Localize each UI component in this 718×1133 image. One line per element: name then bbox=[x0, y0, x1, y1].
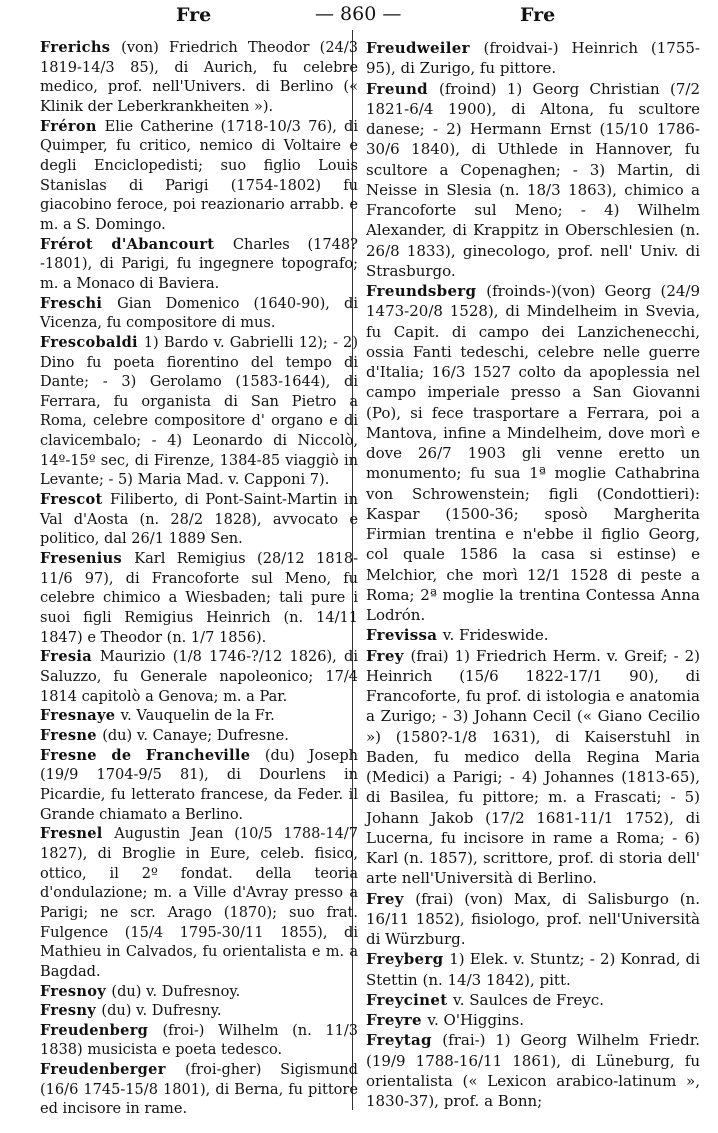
entry-text: v. Frideswide. bbox=[442, 626, 549, 645]
entry-text: (froi-) Wilhelm (n. 11/3 1838) musicista e poeta tedesco. bbox=[40, 1021, 358, 1059]
entry-headword: Fresnaye bbox=[40, 707, 116, 725]
entry-text: v. Saulces de Freyc. bbox=[453, 990, 604, 1009]
dictionary-entry bbox=[366, 949, 700, 990]
entry-headword: Freund bbox=[366, 79, 428, 98]
entry-headword: Fresnel bbox=[40, 825, 103, 843]
dictionary-entry bbox=[40, 647, 358, 706]
entry-headword: Fresia bbox=[40, 648, 92, 666]
entry-headword: Fresny bbox=[40, 1002, 97, 1020]
entry-headword: Fresnoy bbox=[40, 982, 107, 1000]
entry-text: (frai) (von) Max, di Salisburgo (n. 16/11 1852), fisiologo, prof. nell'Università di Würzburg. bbox=[366, 889, 700, 948]
entry-text: (du) Joseph (19/9 1704-9/5 81), di Dourlens in Picardie, fu letterato francese, da Feder. il Grande chiamato a Berlino. bbox=[40, 746, 358, 823]
right-column bbox=[366, 38, 700, 1111]
page-number: — 860 — bbox=[315, 3, 402, 25]
entry-headword: Frerichs bbox=[40, 39, 111, 56]
entry-headword: Fréron bbox=[40, 117, 97, 135]
entry-headword: Frérot d'Abancourt bbox=[40, 235, 215, 253]
entry-headword: Freycinet bbox=[366, 990, 448, 1009]
entry-text: v. O'Higgins. bbox=[427, 1011, 524, 1029]
entry-headword: Fresne bbox=[40, 726, 97, 744]
dictionary-entry bbox=[40, 549, 358, 647]
dictionary-entry bbox=[40, 726, 358, 746]
entry-headword: Freudweiler bbox=[366, 39, 470, 57]
entry-text: (froi-gher) Sigismund (16/6 1745-15/8 1801), di Berna, fu pittore ed incisore in rame. bbox=[40, 1061, 358, 1118]
dictionary-entry bbox=[40, 1001, 358, 1021]
entry-text: Charles (1748?-1801), di Parigi, fu ingegnere topografo; m. a Monaco di Baviera. bbox=[40, 235, 358, 292]
dictionary-entry bbox=[366, 1030, 700, 1111]
dictionary-entry bbox=[366, 281, 700, 625]
entry-headword: Frevissa bbox=[366, 626, 438, 645]
entry-text: Elie Catherine (1718-10/3 76), di Quimper, fu critico, nemico di Voltaire e degli Enciclopedisti; suo figlio Louis Stanislas di Parigi (1754-1802) fu giacobino feroce, poi reazionario arrabb. e m. a S. Domingo. bbox=[40, 117, 358, 233]
entry-text: Augustin Jean (10/5 1788-14/7 1827), di Broglie in Eure, celeb. fisico, ottico, il 2º fondat. della teoria d'ondulazione; m. a Ville d'Avray presso a Parigi; ne scr. Arago (1870); suo frat. Fulgence (15/4 1795-30/11 1855), di Mathieu in Calvados, fu orientalista e m. a Bagdad. bbox=[40, 825, 359, 980]
dictionary-entry bbox=[40, 333, 358, 490]
entry-text: 1) Bardo v. Gabrielli 12); - 2) Dino fu poeta fiorentino del tempo di Dante; - 3) Gerolamo (1583-1644), di Ferrara, fu organista di San Pietro a Roma, celebre compositore d' organo e di clavicembalo; - 4) Leonardo di Niccolò, 14º-15º sec, di Firenze, 1384-85 viaggiò in Levante; - 5) Maria Mad. v. Capponi 7). bbox=[40, 333, 358, 489]
entry-text: Karl Remigius (28/12 1818-11/6 97), di Francoforte sul Meno, fu celebre chimico a Wiesbaden; tali pure i suoi figli Remigius Heinrich (n. 14/11 1847) e Theodor (n. 1/7 1856). bbox=[40, 550, 358, 646]
dictionary-entry bbox=[366, 79, 700, 282]
entry-text: v. Vauquelin de la Fr. bbox=[120, 707, 275, 725]
entry-headword: Freudenberger bbox=[40, 1061, 166, 1079]
dictionary-entry bbox=[40, 490, 358, 549]
dictionary-entry bbox=[40, 1021, 358, 1060]
entry-headword: Freytag bbox=[366, 1031, 432, 1050]
dictionary-entry bbox=[366, 625, 700, 645]
left-column bbox=[40, 38, 358, 1119]
entry-text: (von) Friedrich Theodor (24/3 1819-14/3 85), di Aurich, fu celebre medico, prof. nell'Univers. di Berlino (« Klinik der Leberkrankheiten »). bbox=[40, 39, 358, 115]
dictionary-entry bbox=[366, 38, 700, 79]
dictionary-entry bbox=[40, 117, 358, 235]
header-headword-left: Fre bbox=[176, 4, 212, 26]
entry-text: Gian Domenico (1640-90), di Vicenza, fu compositore di mus. bbox=[40, 294, 358, 332]
entry-headword: Fresenius bbox=[40, 550, 123, 568]
page-header bbox=[0, 0, 718, 30]
dictionary-entry bbox=[40, 982, 358, 1002]
entry-text: (frai-) 1) Georg Wilhelm Friedr. (19/9 1788-16/11 1861), di Lüneburg, fu orientalista (« Lexicon arabico-latinum », 1830-37), prof. a Bonn; bbox=[366, 1031, 700, 1110]
dictionary-entry bbox=[40, 235, 358, 294]
header-headword-right: Fre bbox=[520, 4, 556, 26]
dictionary-entry bbox=[40, 706, 358, 726]
entry-text: (du) v. Dufresnoy. bbox=[111, 982, 241, 1000]
entry-headword: Frey bbox=[366, 889, 404, 908]
dictionary-entry bbox=[366, 990, 700, 1010]
dictionary-entry bbox=[366, 889, 700, 950]
entry-text: (frai) 1) Friedrich Herm. v. Greif; - 2) Heinrich (15/6 1822-17/1 90), di Francoforte, fu prof. di istologia e anatomia a Zurigo; - 3) Johann Cecil (« Giano Cecilio ») (1580?-1/8 1631), di Kaiserstuhl in Baden, fu medico della Regina Maria (Medici) a Parigi; - 4) Johannes (1813-65), di Basilea, fu pittore; m. a Frascati; - 5) Johann Jakob (17/2 1681-11/1 1752), di Lucerna, fu incisore in rame a Roma; - 6) Karl (n. 1857), scrittore, prof. di storia dell' arte nell'Università di Berlino. bbox=[366, 646, 700, 888]
entry-headword: Freyberg bbox=[366, 950, 444, 969]
entry-headword: Fresne de Francheville bbox=[40, 746, 251, 764]
entry-headword: Freudenberg bbox=[40, 1021, 149, 1039]
dictionary-entry bbox=[40, 38, 358, 117]
dictionary-entry bbox=[40, 294, 358, 333]
entry-headword: Freyre bbox=[366, 1011, 422, 1029]
dictionary-entry bbox=[40, 1060, 358, 1119]
entry-text: Filiberto, di Pont-Saint-Martin in Val d'Aosta (n. 28/2 1828), avvocato e politico, dal 26/1 1889 Sen. bbox=[40, 491, 358, 548]
dictionary-entry bbox=[40, 746, 358, 825]
entry-headword: Frescobaldi bbox=[40, 333, 138, 351]
entry-text: (froind) 1) Georg Christian (7/2 1821-6/4 1900), di Altona, fu scultore danese; - 2) Hermann Ernst (15/10 1786-30/6 1840), di Uthlede in Hannover, fu scultore a Copenaghen; - 3) Martin, di Neisse in Slesia (n. 18/3 1863), chimico a Francoforte sul Meno; - 4) Wilhelm Alexander, di Krappitz in Oberschlesien (n. 26/8 1833), ginecologo, prof. nell' Univ. di Strasburgo. bbox=[366, 79, 700, 280]
dictionary-entry bbox=[366, 1010, 700, 1030]
entry-text: 1) Elek. v. Stuntz; - 2) Konrad, di Stettin (n. 14/3 1842), pitt. bbox=[366, 950, 700, 989]
entry-headword: Freundsberg bbox=[366, 282, 477, 300]
entry-text: (du) v. Dufresny. bbox=[101, 1002, 222, 1020]
entry-text: Maurizio (1/8 1746-?/12 1826), di Saluzzo, fu Generale napoleonico; 17/4 1814 capitolò a Genova; m. a Par. bbox=[40, 648, 358, 705]
entry-headword: Frey bbox=[366, 646, 404, 665]
dictionary-entry bbox=[366, 646, 700, 889]
entry-headword: Frescot bbox=[40, 491, 103, 509]
dictionary-entry bbox=[40, 824, 358, 981]
entry-headword: Freschi bbox=[40, 294, 103, 312]
entry-text: (froinds-)(von) Georg (24/9 1473-20/8 1528), di Mindelheim in Svevia, fu Capit. di campo dei Lanzichenecchi, ossia Fanti tedeschi, celebre nelle guerre d'Italia; 16/3 1527 colto da apoplessia nel campo imperiale presso a San Giovanni (Po), si fece trasportare a Ferrara, poi a Mantova, infine a Mindelheim, dove morì e dove 26/7 1903 gli venne eretto un monumento; fu sua 1ª moglie Cathabrina von Schrowenstein; figli (Condottieri): Kaspar (1500-36; sposò Margherita Firmian trentina e n'ebbe il figlio Georg, col quale 1586 la casa si estinse) e Melchior, che morì 12/1 1528 di peste a Roma; 2ª moglie la trentina Contessa Anna Lodrón. bbox=[366, 282, 700, 624]
entry-text: (du) v. Canaye; Dufresne. bbox=[102, 726, 289, 744]
entry-text: (froidvai-) Heinrich (1755-95), di Zurigo, fu pittore. bbox=[366, 39, 700, 78]
